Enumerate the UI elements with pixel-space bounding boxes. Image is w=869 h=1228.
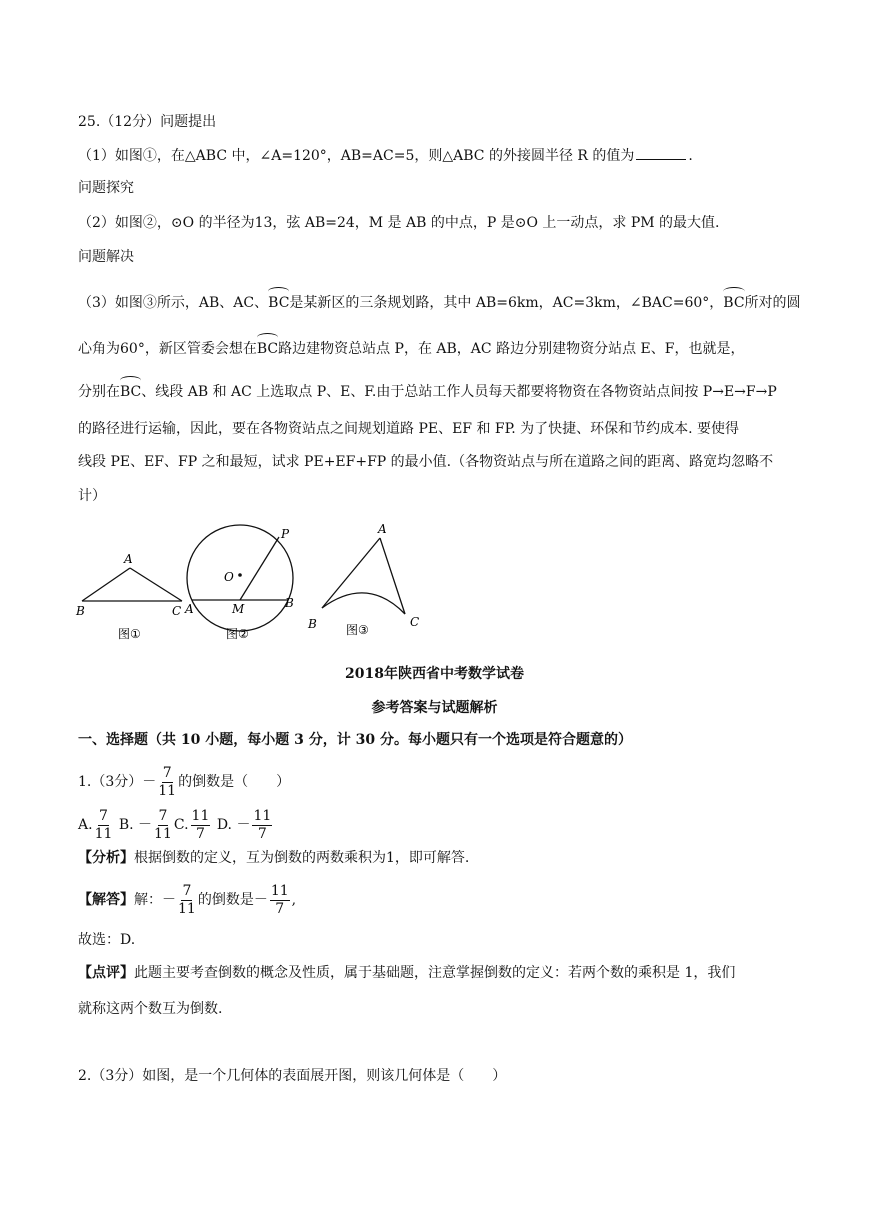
frac-num: 11 [191,807,210,824]
frac-num: 11 [253,807,272,824]
option-a-label: A. [78,817,93,833]
q25-part3-text-b: 是某新区的三条规划路，其中 AB=6km，AC=3km，∠BAC=60°， [289,295,724,311]
q25-part3-line5: 线段 PE、EF、FP 之和最短，试求 PE+EF+FP 的最小值.（各物资站点与所在道路之间的距离、路宽均忽略不 [78,454,774,470]
figure-1 [72,545,192,645]
center-point-o [238,573,242,577]
q25-part3-text-d: 心角为60°，新区管委会想在 [78,341,257,357]
q25-part3-text-g: 、线段 AB 和 AC 上选取点 P、E、F.由于总站工作人员每天都要将物资在各物资站点间按 P→E→F→P [141,384,777,400]
solution-fraction-2 [270,883,290,918]
q25-part3-text-f: 分别在 [78,384,120,400]
q25-part1-end: . [688,148,693,164]
option-b-sign: － [138,817,153,833]
fig1-label-c: C [172,604,182,618]
q1-analysis [78,848,469,868]
q1-stem-pre: 1.（3分）－ [78,774,157,790]
option-d-label: D. [216,817,237,833]
q1-comment-line1 [78,963,735,983]
solution-fraction-1 [178,883,196,918]
fig3-label-b: B [308,617,317,631]
frac-den: 11 [94,825,113,842]
analysis-tag: 【分析】 [78,850,134,866]
answer-subtitle: 参考答案与试题解析 [371,700,498,716]
fig3-label-a: A [378,522,387,536]
frac-den: 11 [178,900,196,917]
q1-fraction [158,765,176,800]
q1-stem [78,762,290,802]
option-a-fraction [95,808,113,843]
q25-part3-line3 [78,378,777,402]
q25-part3-line6: 计） [78,488,106,504]
fig1-label-b: B [76,604,85,618]
frac-num: 11 [270,882,289,899]
option-d-sign: － [236,817,251,833]
frac-num: 7 [99,807,108,824]
frac-den: 7 [275,900,285,917]
solution-post: , [291,892,297,908]
q25-part3-line4: 的路径进行运输，因此，要在各物资站点之间规划道路 PE、EF 和 FP. 为了快捷、环保和节约成本. 要使得 [78,421,740,437]
q2-stem: 2.（3分）如图，是一个几何体的表面展开图，则该几何体是（ ） [78,1068,507,1084]
frac-den: 11 [154,825,172,842]
fig2-label-o: O [224,570,234,584]
q1-comment-line2: 就称这两个数互为倒数. [78,1001,223,1017]
q25-section-solve: 问题解决 [78,249,134,265]
fig2-label-p: P [281,527,290,541]
q25-heading: 25.（12分）问题提出 [78,114,217,130]
q1-options [78,805,274,845]
q25-part3-text-e: 路边建物资总站点 P，在 AB，AC 路边分别建物资分站点 E、F，也就是， [278,341,745,357]
arc-bc-label: BC [268,289,289,313]
q25-part3-text-c: 所对的圆 [744,295,801,311]
analysis-text: 根据倒数的定义，互为倒数的两数乘积为1，即可解答. [134,850,470,866]
frac-num: 7 [182,882,192,899]
figure-2 [182,520,302,645]
fig2-label-a: A [185,602,194,616]
comment-tag: 【点评】 [78,965,134,981]
option-d-fraction [252,808,272,843]
fig2-caption: 图② [226,627,249,641]
solution-mid: 的倒数是－ [197,892,268,908]
frac-num: 7 [162,764,172,781]
answer-title: 2018年陕西省中考数学试卷 [345,666,524,682]
fig2-label-b: B [285,596,294,610]
figure-3 [302,518,432,638]
answer-blank [636,145,686,160]
option-b-fraction [154,808,172,843]
q25-part2: （2）如图②，⊙O 的半径为13，弦 AB=24，M 是 AB 的中点，P 是⊙O 上一动点，求 PM 的最大值. [78,215,720,231]
q25-part3-line1 [78,289,801,313]
frac-num: 7 [158,807,168,824]
arc-bc-label: BC [120,378,141,402]
option-c-label: C. [173,817,189,833]
arc-bc-label: BC [257,335,278,359]
fig1-label-a: A [124,552,133,566]
q1-solution [78,880,296,920]
frac-den: 7 [257,825,267,842]
solution-tag: 【解答】 [78,892,134,908]
frac-den: 7 [196,825,205,842]
solution-pre: 解：－ [134,892,176,908]
fig3-caption: 图③ [346,623,369,637]
q1-choice: 故选：D. [78,932,136,948]
q25-part3-text-a: （3）如图③所示，AB、AC、 [78,295,269,311]
q1-stem-post: 的倒数是（ ） [178,774,291,790]
q25-part1 [78,145,693,166]
arc-bc-label: BC [723,289,744,313]
option-c-fraction [191,808,211,843]
section-1-heading: 一、选择题（共 10 小题，每小题 3 分，计 30 分。每小题只有一个选项是符合题意的） [78,732,632,748]
fig1-caption: 图① [118,627,141,641]
option-b-label: B. [118,817,139,833]
q25-part3-line2 [78,335,744,359]
comment-text-1: 此题主要考查倒数的概念及性质，属于基础题，注意掌握倒数的定义：若两个数的乘积是 1，我们 [134,965,736,981]
q25-part1-text: （1）如图①，在△ABC 中，∠A=120°，AB=AC=5，则△ABC 的外接圆半径 R 的值为 [78,148,635,164]
fig3-label-c: C [410,615,420,629]
fig2-label-m: M [232,602,245,616]
q25-section-explore: 问题探究 [78,180,134,196]
frac-den: 11 [158,782,177,799]
